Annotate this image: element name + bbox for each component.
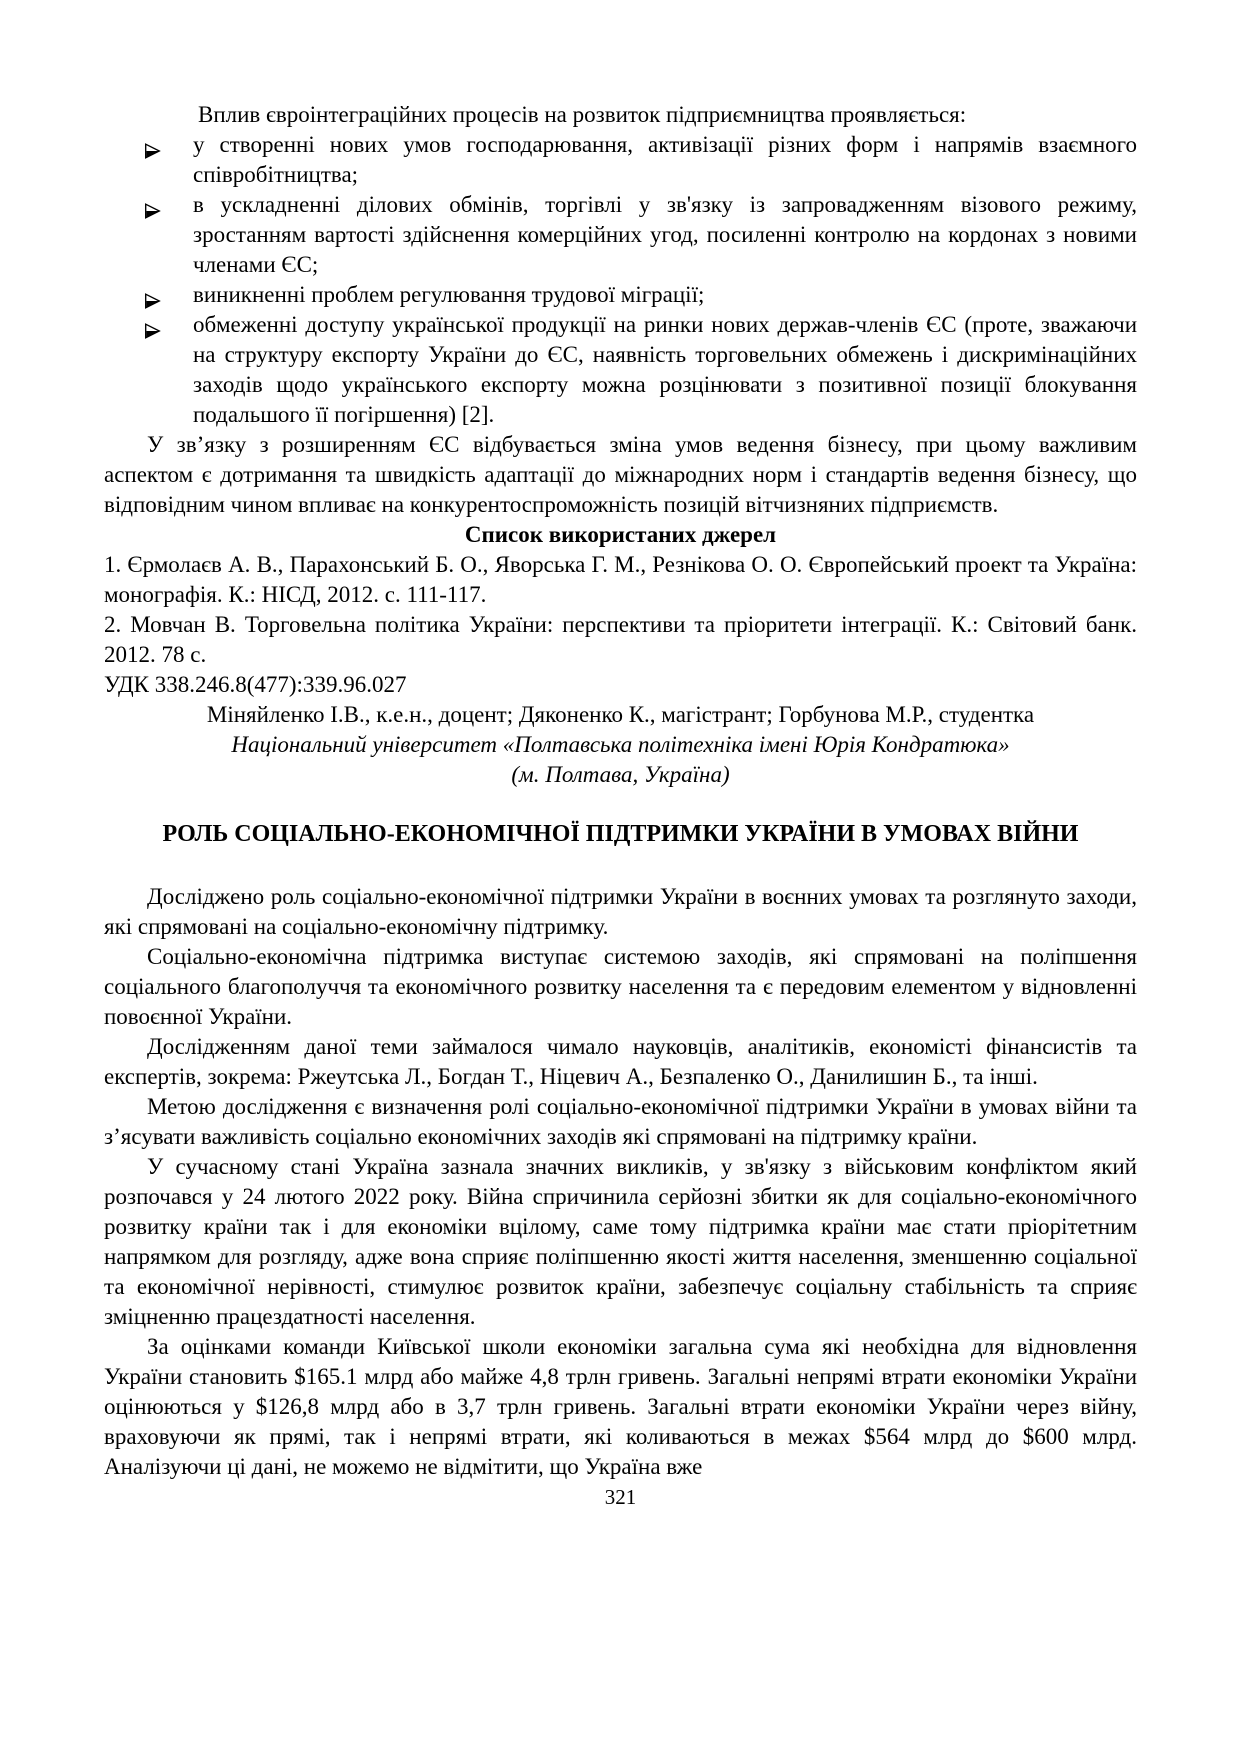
article-paragraph: Досліджено роль соціально-економічної підтримки України в воєнних умовах та розглянуто заходи, які спрямовані на соціально-економічну підтримку.	[104, 884, 1137, 939]
closing-paragraph: У зв’язку з розширенням ЄС відбувається зміна умов ведення бізнесу, при цьому важливим аспектом є дотримання та швидкість адаптації до міжнародних норм і стандартів ведення бізнесу, що відповідним чином впливає на конкурентоспроможність позицій вітчизняних підприємств.	[104, 432, 1137, 517]
arrow-bullet-icon	[144, 137, 161, 153]
bullet-text: обмеженні доступу української продукції на ринки нових держав-членів ЄС (проте, зважаючи на структуру експорту України до ЄС, наявність торговельних обмежень і дискримінаційних заходів щодо українського експорту можна розцінювати з позитивної позиції блокування подальшого її погіршення) [2].	[193, 312, 1137, 427]
article-paragraph: За оцінками команди Київської школи економіки загальна сума які необхідна для відновлення України становить $165.1 млрд або майже 4,8 трлн гривень. Загальні непрямі втрати економіки України оцінюються у $126,8 млрд або в 3,7 трлн гривень. Загальні втрати економіки України через війну, враховуючи як прямі, так і непрямі втрати, які коливаються в межах $564 млрд до $600 млрд. Аналізуючи ці дані, не можемо не відмітити, що Україна вже	[104, 1334, 1137, 1479]
bullet-item	[104, 280, 1137, 310]
impact-bullet-list	[104, 130, 1137, 430]
bullet-item	[104, 130, 1137, 190]
arrow-bullet-icon	[144, 287, 161, 303]
bullet-item	[104, 310, 1137, 430]
affiliation-line: Національний університет «Полтавська політехніка імені Юрія Кондратюка»	[231, 732, 1010, 757]
article-paragraph: Дослідженням даної теми займалося чимало науковців, аналітиків, економісті фінансистів та експертів, зокрема: Ржеутська Л., Богдан Т., Ніцевич А., Безпаленко О., Данилишин Б., та інші.	[104, 1034, 1137, 1089]
reference-item: 2. Мовчан В. Торговельна політика України: перспективи та пріоритети інтеграції. К.: Світовий банк. 2012. 78 с.	[104, 612, 1137, 667]
bullet-text: у створенні нових умов господарювання, активізації різних форм і напрямів взаємного співробітництва;	[193, 132, 1137, 187]
article-title: РОЛЬ СОЦІАЛЬНО-ЕКОНОМІЧНОЇ ПІДТРИМКИ УКРАЇНИ В УМОВАХ ВІЙНИ	[162, 821, 1079, 847]
references-heading: Список використаних джерел	[464, 522, 777, 547]
bullet-item	[104, 190, 1137, 280]
bullet-text: виникненні проблем регулювання трудової міграції;	[193, 282, 705, 307]
intro-line: Вплив євроінтеграційних процесів на розвиток підприємництва проявляється:	[198, 102, 967, 127]
page-number: 321	[604, 1485, 637, 1509]
udc-code: УДК 338.246.8(477):339.96.027	[104, 672, 407, 697]
bullet-text: в ускладненні ділових обмінів, торгівлі у зв'язку із запровадженням візового режиму, зростанням вартості здійснення комерційних угод, посиленні контролю на кордонах з новими членами ЄС;	[193, 192, 1137, 277]
reference-item: 1. Єрмолаєв А. В., Парахонський Б. О., Яворська Г. М., Резнікова О. О. Європейський проект та Україна: монографія. К.: НІСД, 2012. с. 111-117.	[104, 552, 1137, 607]
arrow-bullet-icon	[144, 317, 161, 333]
arrow-bullet-icon	[144, 197, 161, 213]
article-paragraph: У сучасному стані Україна зазнала значних викликів, у зв'язку з військовим конфліктом який розпочався у 24 лютого 2022 року. Війна спричинила серйозні збитки як для соціально-економічного розвитку країни так і для економіки вцілому, саме тому підтримка країни має стати пріорітетним напрямком для розгляду, адже вона сприяє поліпшенню якості життя населення, зменшенню соціальної та економічної нерівності, стимулює розвиток країни, забезпечує соціальну стабільність та сприяє зміцненню працездатності населення.	[104, 1154, 1137, 1329]
authors-line: Міняйленко І.В., к.е.н., доцент; Дяконенко К., магістрант; Горбунова М.Р., студентка	[206, 702, 1035, 727]
article-paragraph: Соціально-економічна підтримка виступає системою заходів, які спрямовані на поліпшення соціального благополуччя та економічного розвитку населення та є передовим елементом у відновленні повоєнної України.	[104, 944, 1137, 1029]
location-line: (м. Полтава, Україна)	[511, 762, 730, 787]
article-paragraph: Метою дослідження є визначення ролі соціально-економічної підтримки України в умовах війни та з’ясувати важливість соціально економічних заходів які спрямовані на підтримку країни.	[104, 1094, 1137, 1149]
